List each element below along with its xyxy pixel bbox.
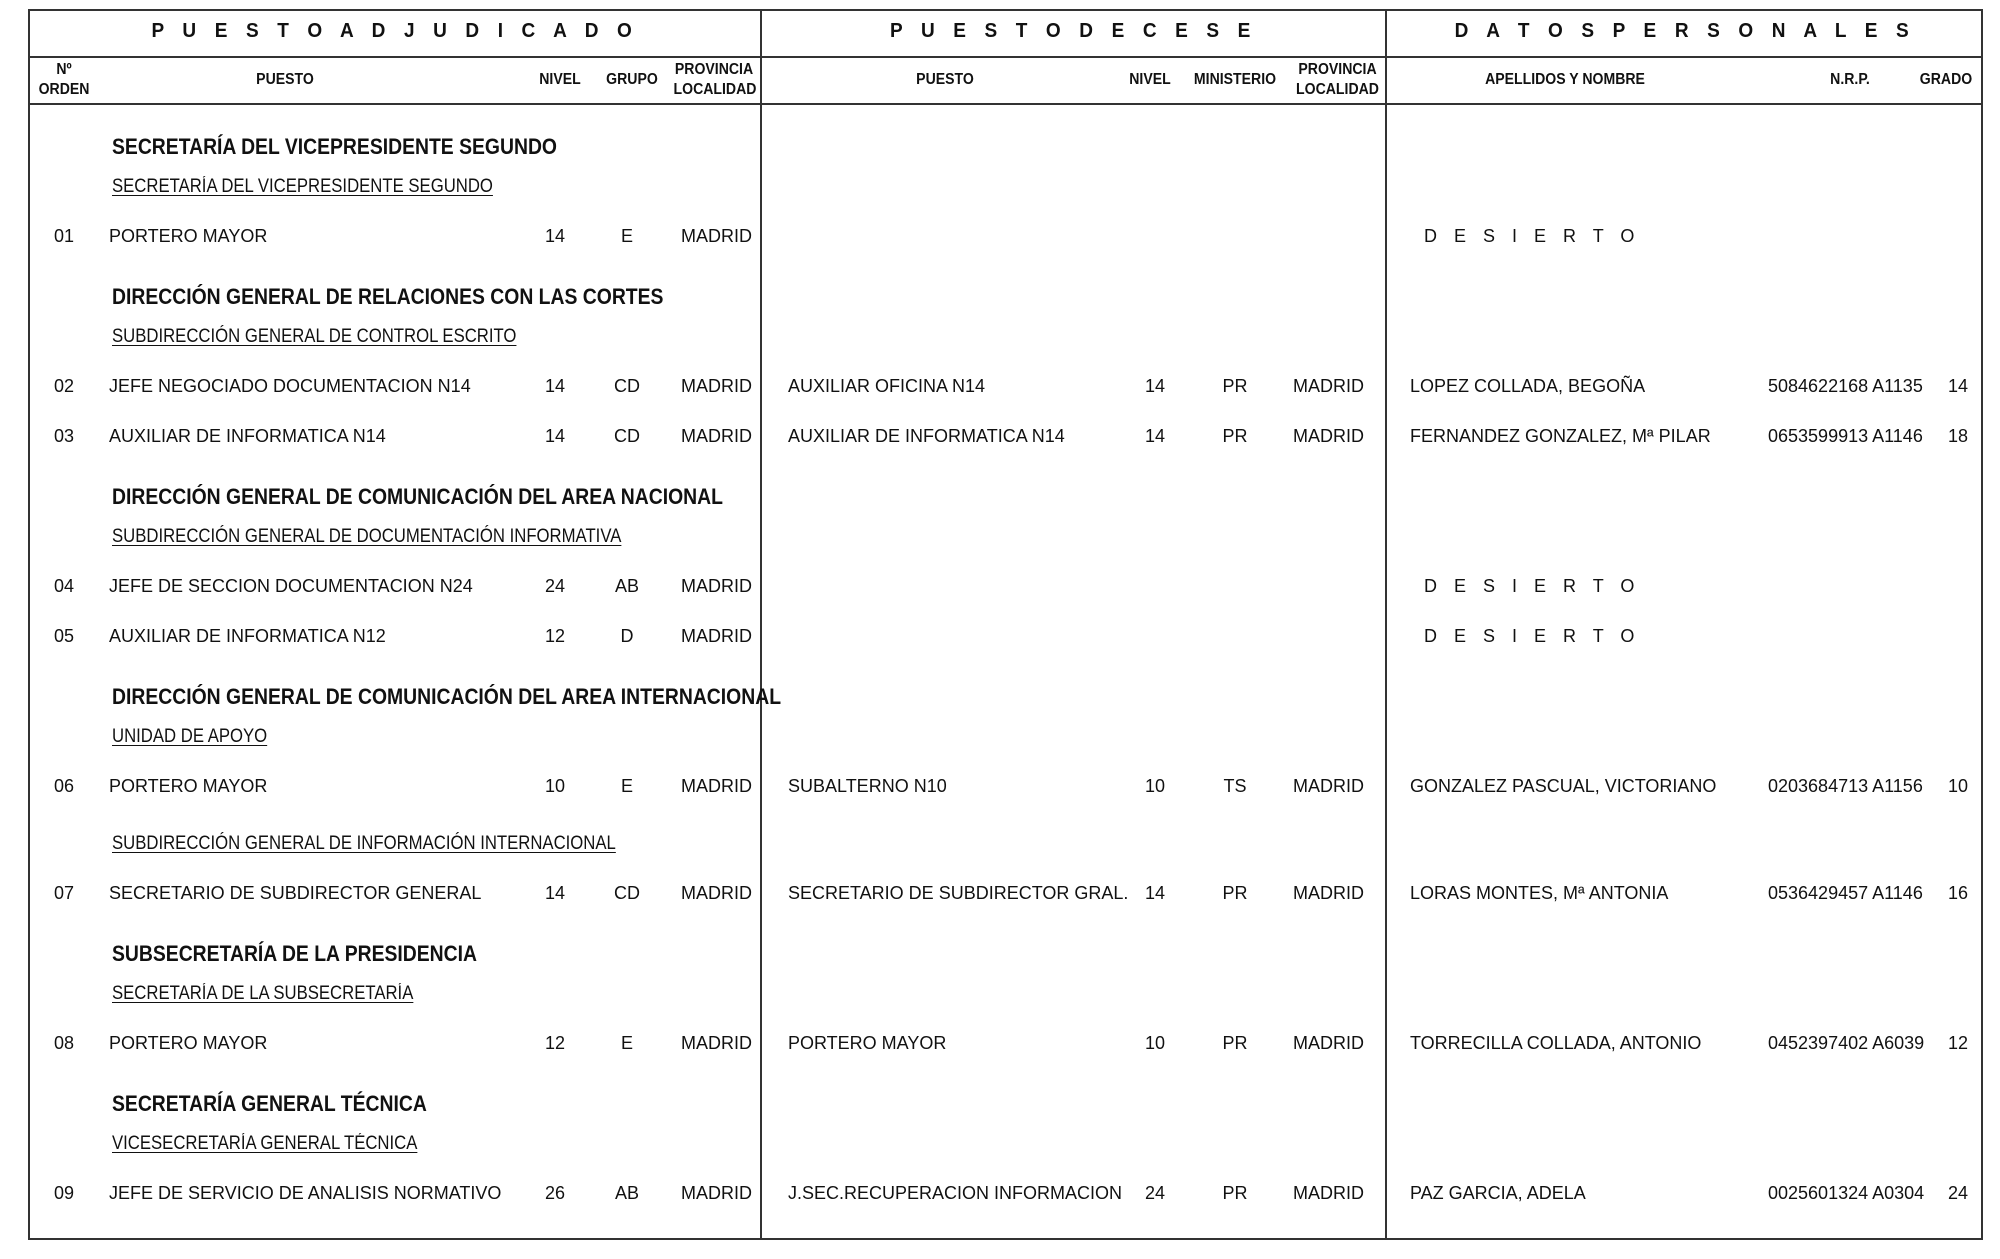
cell-nivel: 12 xyxy=(544,626,566,646)
cell-cese-puesto: SECRETARIO DE SUBDIRECTOR GRAL. xyxy=(788,883,1129,903)
cell-nivel: 12 xyxy=(544,1033,566,1053)
cell-puesto: JEFE DE SECCION DOCUMENTACION N24 xyxy=(109,576,473,596)
cell-nivel: 26 xyxy=(544,1183,566,1203)
cell-cese-ministerio: PR xyxy=(1222,1033,1248,1053)
cell-orden: 08 xyxy=(54,1033,75,1053)
col-header-cese-provincia xyxy=(1296,60,1380,100)
group-header-puesto-cese: P U E S T O D E C E S E xyxy=(890,20,1257,42)
cell-nrp: 0203684713 A1156 xyxy=(1768,776,1923,796)
cell-orden: 09 xyxy=(54,1183,75,1203)
cell-orden: 05 xyxy=(54,626,75,646)
cell-cese-provincia: MADRID xyxy=(1293,883,1364,903)
cell-orden: 06 xyxy=(54,776,75,796)
org-heading: DIRECCIÓN GENERAL DE COMUNICACIÓN DEL AREA NACIONAL xyxy=(112,484,723,509)
group-header-datos-personales: D A T O S P E R S O N A L E S xyxy=(1454,20,1916,42)
cell-orden: 03 xyxy=(54,426,75,446)
cell-nivel: 14 xyxy=(544,426,566,446)
cell-puesto: SECRETARIO DE SUBDIRECTOR GENERAL xyxy=(109,883,482,903)
cell-grupo: E xyxy=(620,226,633,246)
cell-nivel: 14 xyxy=(544,883,566,903)
sub-heading: SECRETARÍA DEL VICEPRESIDENTE SEGUNDO xyxy=(112,176,493,197)
cell-cese-puesto: AUXILIAR OFICINA N14 xyxy=(788,376,986,396)
col-header-orden-line1: Nº xyxy=(56,61,72,78)
column-header-divider xyxy=(28,103,1983,105)
cell-puesto: PORTERO MAYOR xyxy=(109,226,268,246)
col-header-provincia-line1: PROVINCIA xyxy=(674,61,754,78)
cell-puesto: AUXILIAR DE INFORMATICA N12 xyxy=(109,626,386,646)
org-heading: DIRECCIÓN GENERAL DE RELACIONES CON LAS CORTES xyxy=(112,284,664,309)
cell-cese-ministerio: PR xyxy=(1222,883,1248,903)
cell-cese-puesto: SUBALTERNO N10 xyxy=(788,776,947,796)
col-header-apellidos: APELLIDOS Y NOMBRE xyxy=(1485,71,1645,88)
cell-provincia: MADRID xyxy=(681,376,752,396)
group-header-divider xyxy=(28,56,1983,58)
cell-orden: 01 xyxy=(54,226,75,246)
table-row xyxy=(0,776,2000,798)
cell-cese-nivel: 10 xyxy=(1144,1033,1166,1053)
cell-nivel: 24 xyxy=(544,576,566,596)
col-header-provincia xyxy=(674,60,755,100)
cell-orden: 07 xyxy=(54,883,75,903)
cell-provincia: MADRID xyxy=(681,426,752,446)
cell-nrp: 0653599913 A1146 xyxy=(1768,426,1923,446)
divider-adjudicado-cese xyxy=(760,9,762,1240)
sub-heading: SUBDIRECCIÓN GENERAL DE INFORMACIÓN INTERNACIONAL xyxy=(112,833,616,854)
table-row xyxy=(0,226,2000,248)
cell-nombre: D E S I E R T O xyxy=(1424,626,1641,646)
cell-cese-provincia: MADRID xyxy=(1293,376,1364,396)
col-header-cese-puesto: PUESTO xyxy=(916,71,974,88)
cell-cese-provincia: MADRID xyxy=(1293,1183,1364,1203)
cell-grupo: CD xyxy=(614,426,640,446)
cell-nivel: 14 xyxy=(544,226,566,246)
cell-cese-provincia: MADRID xyxy=(1293,776,1364,796)
org-heading: SECRETARÍA GENERAL TÉCNICA xyxy=(112,1091,427,1116)
col-header-cese-provincia-line1: PROVINCIA xyxy=(1298,61,1377,78)
sub-heading: SUBDIRECCIÓN GENERAL DE DOCUMENTACIÓN INFORMATIVA xyxy=(112,526,622,547)
sub-heading: UNIDAD DE APOYO xyxy=(112,726,268,747)
org-heading: DIRECCIÓN GENERAL DE COMUNICACIÓN DEL AREA INTERNACIONAL xyxy=(112,684,782,709)
cell-cese-puesto: J.SEC.RECUPERACION INFORMACION xyxy=(788,1183,1123,1203)
col-header-nrp: N.R.P. xyxy=(1830,71,1870,88)
cell-provincia: MADRID xyxy=(681,1033,752,1053)
cell-grado: 10 xyxy=(1947,776,1968,796)
group-header-puesto-adjudicado: P U E S T O A D J U D I C A D O xyxy=(151,20,639,42)
cell-cese-nivel: 24 xyxy=(1144,1183,1166,1203)
cell-cese-nivel: 14 xyxy=(1144,883,1166,903)
col-header-grupo: GRUPO xyxy=(606,71,658,88)
cell-grupo: D xyxy=(620,626,634,646)
cell-grupo: AB xyxy=(614,576,639,596)
cell-nombre: D E S I E R T O xyxy=(1424,576,1641,596)
cell-cese-ministerio: PR xyxy=(1222,1183,1248,1203)
cell-grupo: CD xyxy=(614,376,640,396)
divider-cese-personales xyxy=(1385,9,1387,1240)
cell-nrp: 0452397402 A6039 xyxy=(1768,1033,1925,1053)
cell-cese-ministerio: PR xyxy=(1222,426,1248,446)
col-header-puesto: PUESTO xyxy=(256,71,314,88)
cell-orden: 02 xyxy=(54,376,75,396)
cell-cese-puesto: AUXILIAR DE INFORMATICA N14 xyxy=(788,426,1065,446)
cell-nombre: FERNANDEZ GONZALEZ, Mª PILAR xyxy=(1410,426,1711,446)
cell-nombre: LOPEZ COLLADA, BEGOÑA xyxy=(1410,376,1646,396)
sub-heading: SUBDIRECCIÓN GENERAL DE CONTROL ESCRITO xyxy=(112,326,517,347)
cell-puesto: JEFE DE SERVICIO DE ANALISIS NORMATIVO xyxy=(109,1183,502,1203)
cell-cese-nivel: 14 xyxy=(1144,376,1166,396)
cell-nombre: D E S I E R T O xyxy=(1424,226,1641,246)
cell-nrp: 0536429457 A1146 xyxy=(1768,883,1923,903)
table-row xyxy=(0,376,2000,398)
cell-nrp: 5084622168 A1135 xyxy=(1768,376,1923,396)
cell-grupo: E xyxy=(620,776,633,796)
cell-orden: 04 xyxy=(54,576,75,596)
table-row xyxy=(0,1033,2000,1055)
cell-grupo: CD xyxy=(614,883,640,903)
cell-nivel: 10 xyxy=(544,776,566,796)
col-header-grado: GRADO xyxy=(1919,71,1973,88)
cell-provincia: MADRID xyxy=(681,1183,752,1203)
cell-nivel: 14 xyxy=(544,376,566,396)
table-row xyxy=(0,626,2000,648)
cell-cese-provincia: MADRID xyxy=(1293,1033,1364,1053)
table-row xyxy=(0,1183,2000,1205)
cell-grado: 12 xyxy=(1947,1033,1968,1053)
sub-heading: SECRETARÍA DE LA SUBSECRETARÍA xyxy=(112,983,414,1004)
table-row xyxy=(0,576,2000,598)
cell-provincia: MADRID xyxy=(681,576,752,596)
col-header-nivel: NIVEL xyxy=(539,71,581,88)
col-header-orden xyxy=(38,60,91,100)
cell-provincia: MADRID xyxy=(681,226,752,246)
cell-grupo: E xyxy=(620,1033,633,1053)
cell-nombre: PAZ GARCIA, ADELA xyxy=(1410,1183,1586,1203)
cell-cese-nivel: 10 xyxy=(1144,776,1166,796)
cell-cese-ministerio: TS xyxy=(1223,776,1247,796)
col-header-cese-provincia-line2: LOCALIDAD xyxy=(1296,81,1379,98)
cell-grado: 18 xyxy=(1947,426,1968,446)
cell-puesto: JEFE NEGOCIADO DOCUMENTACION N14 xyxy=(109,376,471,396)
cell-nombre: LORAS MONTES, Mª ANTONIA xyxy=(1410,883,1669,903)
cell-grupo: AB xyxy=(614,1183,639,1203)
col-header-provincia-line2: LOCALIDAD xyxy=(673,81,757,98)
org-heading: SECRETARÍA DEL VICEPRESIDENTE SEGUNDO xyxy=(112,134,557,159)
cell-grado: 24 xyxy=(1947,1183,1968,1203)
cell-nrp: 0025601324 A0304 xyxy=(1768,1183,1925,1203)
sub-heading: VICESECRETARÍA GENERAL TÉCNICA xyxy=(112,1133,418,1154)
cell-nombre: GONZALEZ PASCUAL, VICTORIANO xyxy=(1410,776,1717,796)
cell-provincia: MADRID xyxy=(681,776,752,796)
col-header-cese-ministerio: MINISTERIO xyxy=(1193,71,1277,88)
col-header-orden-line2: ORDEN xyxy=(38,81,90,98)
cell-puesto: PORTERO MAYOR xyxy=(109,776,268,796)
cell-cese-provincia: MADRID xyxy=(1293,426,1364,446)
cell-puesto: AUXILIAR DE INFORMATICA N14 xyxy=(109,426,386,446)
cell-puesto: PORTERO MAYOR xyxy=(109,1033,268,1053)
col-header-cese-nivel: NIVEL xyxy=(1129,71,1171,88)
cell-nombre: TORRECILLA COLLADA, ANTONIO xyxy=(1410,1033,1702,1053)
table-row xyxy=(0,883,2000,905)
cell-cese-ministerio: PR xyxy=(1222,376,1248,396)
org-heading: SUBSECRETARÍA DE LA PRESIDENCIA xyxy=(112,941,478,966)
table-row xyxy=(0,426,2000,448)
cell-cese-puesto: PORTERO MAYOR xyxy=(788,1033,947,1053)
cell-cese-nivel: 14 xyxy=(1144,426,1166,446)
cell-grado: 16 xyxy=(1947,883,1968,903)
cell-grado: 14 xyxy=(1947,376,1968,396)
cell-provincia: MADRID xyxy=(681,883,752,903)
cell-provincia: MADRID xyxy=(681,626,752,646)
